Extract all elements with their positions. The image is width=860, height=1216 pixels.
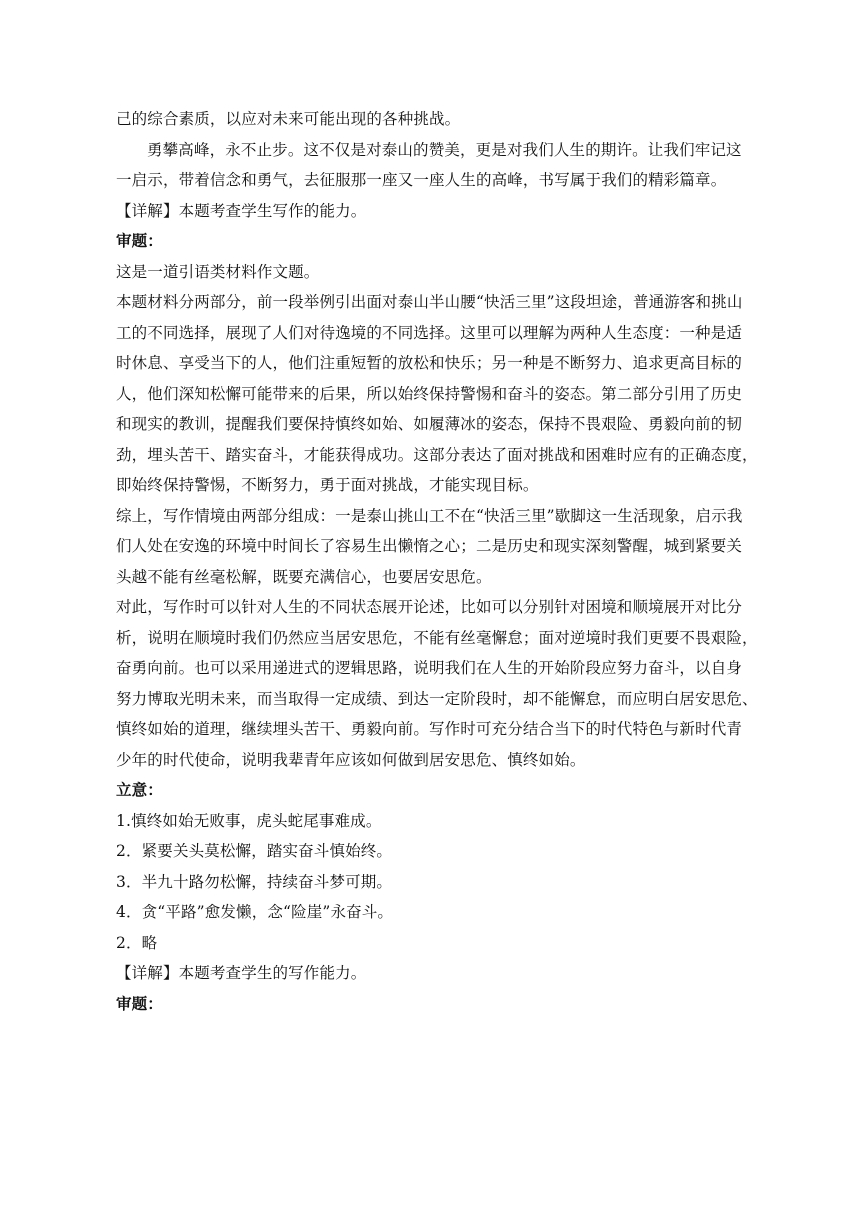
- text-line: 这是一道引语类材料作文题。: [116, 262, 320, 281]
- text-line-continuation: 己的综合素质，以应对未来可能出现的各种挑战。: [116, 110, 461, 128]
- text-line: 本题材料分两部分，前一段举例引出面对泰山半山腰“快活三里”这段坦途，普通游客和挑山: [116, 293, 743, 311]
- question-answer: 2．略: [116, 933, 158, 952]
- thesis-item: 2．紧要关头莫松懈，踏实奋斗慎始终。: [116, 842, 393, 860]
- text-line: 奋勇向前。也可以采用递进式的逻辑思路，说明我们在人生的开始阶段应努力奋斗，以自身: [116, 659, 743, 677]
- document-page: [116, 104, 758, 1019]
- text-line: 综上，写作情境由两部分组成：一是泰山挑山工不在“快活三里”歇脚这一生活现象，启示我: [116, 506, 743, 525]
- section-label-shenti: 审题：: [116, 231, 163, 250]
- text-line: 少年的时代使命，说明我辈青年应该如何做到居安思危、慎终如始。: [116, 750, 586, 769]
- thesis-item: 1.慎终如始无败事，虎头蛇尾事难成。: [116, 811, 382, 830]
- text-line: 工的不同选择，展现了人们对待逸境的不同选择。这里可以理解为两种人生态度：一种是适: [116, 323, 743, 342]
- section-label-liyi: 立意：: [116, 780, 163, 799]
- text-line: 即始终保持警惕，不断努力，勇于面对挑战，才能实现目标。: [116, 476, 539, 494]
- thesis-item: 4．贪“平路”愈发懒，念“险崖”永奋斗。: [116, 903, 394, 921]
- thesis-item: 3．半九十路勿松懈，持续奋斗梦可期。: [116, 872, 393, 891]
- text-line: 努力博取光明未来，而当取得一定成绩、到达一定阶段时，却不能懈怠，而应明白居安思危、: [116, 689, 758, 708]
- explanation-heading: 【详解】本题考查学生写作的能力。: [116, 201, 367, 220]
- text-line: 们人处在安逸的环境中时间长了容易生出懒惰之心；二是历史和现实深刻警醒，城到紧要关: [116, 537, 743, 555]
- section-label-shenti: 审题：: [116, 993, 163, 1013]
- text-line: 析，说明在顺境时我们仍然应当居安思危，不能有丝毫懈怠；面对逆境时我们更要不畏艰险，: [116, 628, 758, 647]
- text-line: 劲，埋头苦干、踏实奋斗，才能获得成功。这部分表达了面对挑战和困难时应有的正确态度，: [116, 445, 758, 464]
- text-line: 时休息、享受当下的人，他们注重短暂的放松和快乐；另一种是不断努力、追求更高目标的: [116, 354, 743, 372]
- text-line: 和现实的教训，提醒我们要保持慎终如始、如履薄冰的姿态，保持不畏艰险、勇毅向前的韧: [116, 415, 743, 433]
- text-line-paragraph-start: 勇攀高峰，永不止步。这不仅是对泰山的赞美，更是对我们人生的期许。让我们牢记这: [147, 140, 742, 159]
- text-line: 对此，写作时可以针对人生的不同状态展开论述，比如可以分别针对困境和顺境展开对比分: [116, 598, 743, 616]
- text-line: 头越不能有丝毫松解，既要充满信心，也要居安思危。: [116, 567, 492, 586]
- explanation-heading: 【详解】本题考查学生的写作能力。: [116, 964, 367, 982]
- text-line: 人，他们深知松懈可能带来的后果，所以始终保持警惕和奋斗的姿态。第二部分引用了历史: [116, 384, 743, 403]
- text-line: 慎终如始的道理，继续埋头苦干、勇毅向前。写作时可充分结合当下的时代特色与新时代青: [116, 720, 743, 738]
- text-line: 一启示，带着信念和勇气，去征服那一座又一座人生的高峰，书写属于我们的精彩篇章。: [116, 171, 727, 189]
